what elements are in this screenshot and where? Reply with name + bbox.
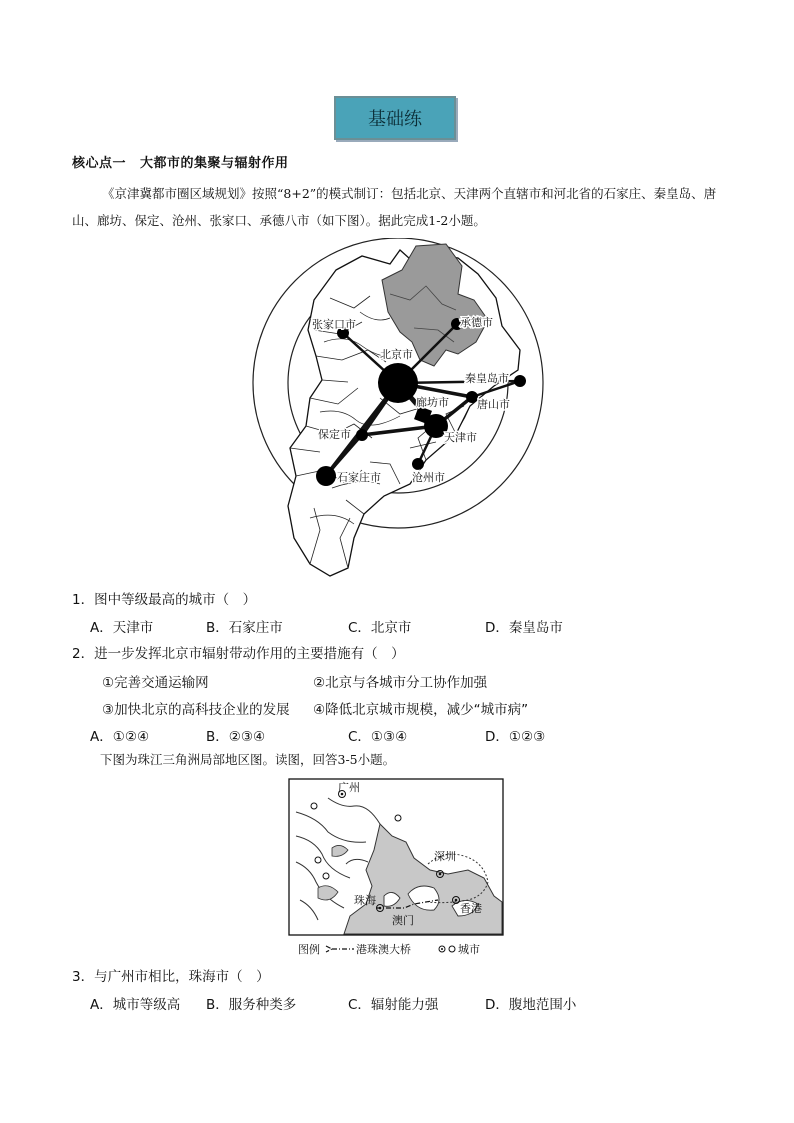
legend-bridge-text: 港珠澳大桥 <box>356 943 411 956</box>
q1-option-a[interactable]: A．天津市 <box>90 620 154 636</box>
legend-city-symbol-2 <box>449 946 455 952</box>
label-shijiazhuang: 石家庄市 <box>337 471 381 484</box>
question-3-stem: 3．与广州市相比，珠海市（ ） <box>72 969 270 985</box>
q2-option-d[interactable]: D．①②③ <box>485 729 546 745</box>
shenzhen-marker-dot <box>439 873 442 876</box>
core-point-label: 核心点一 <box>72 156 127 171</box>
shijiazhuang-dot <box>316 466 336 486</box>
q3-option-b[interactable]: B．服务种类多 <box>206 997 297 1013</box>
q2-item-4: ④降低北京城市规模，减少“城市病” <box>313 702 529 718</box>
label-zhuhai: 珠海 <box>354 894 376 907</box>
q1-option-b[interactable]: B．石家庄市 <box>206 620 283 636</box>
hongkong-marker-dot <box>455 899 458 902</box>
question-2-stem: 2．进一步发挥北京市辐射带动作用的主要措施有（ ） <box>72 646 405 662</box>
core-point-heading <box>72 152 289 171</box>
label-tianjin: 天津市 <box>444 431 477 444</box>
label-guangzhou: 广州 <box>338 781 360 794</box>
q2-option-b[interactable]: B．②③④ <box>206 729 266 745</box>
q2-item-3: ③加快北京的高科技企业的发展 <box>102 702 290 718</box>
q3-option-c[interactable]: C．辐射能力强 <box>348 997 439 1013</box>
label-chengde: 承德市 <box>460 316 493 329</box>
q1-option-c[interactable]: C．北京市 <box>348 620 412 636</box>
jingjinji-map <box>250 238 546 578</box>
q1-option-d[interactable]: D．秦皇岛市 <box>485 620 563 636</box>
label-beijing: 北京市 <box>380 348 413 361</box>
q3-option-a[interactable]: A．城市等级高 <box>90 997 181 1013</box>
legend-city-text: 城市 <box>458 943 480 956</box>
intro-paragraph: 《京津冀都市圈区域规划》按照“8+2”的模式制订：包括北京、天津两个直辖市和河北省的石家庄、秦皇岛、唐山、廊坊、保定、沧州、张家口、承德八市（如下图）。据此完成1-2小题。 <box>72 186 717 228</box>
qinhuangdao-dot <box>514 375 526 387</box>
label-tangshan: 唐山市 <box>477 398 510 411</box>
label-baoding: 保定市 <box>318 428 351 441</box>
label-macau: 澳门 <box>392 914 414 927</box>
legend-bridge-symbol <box>326 946 354 952</box>
legend-city-symbol-1-dot <box>441 948 443 950</box>
q3-option-d[interactable]: D．腹地范围小 <box>485 997 577 1013</box>
baoding-dot <box>356 429 368 441</box>
label-hongkong: 香港 <box>460 902 482 915</box>
label-langfang: 廊坊市 <box>416 396 449 409</box>
cangzhou-dot <box>412 458 424 470</box>
core-point-name: 大都市的集聚与辐射作用 <box>140 156 289 171</box>
q2-item-2: ②北京与各城市分工协作加强 <box>313 675 488 691</box>
beijing-dot <box>378 363 418 403</box>
q2-option-c[interactable]: C．①③④ <box>348 729 408 745</box>
legend-label: 图例 <box>298 943 320 956</box>
section-title-box <box>334 96 456 140</box>
pearl-river-delta-map <box>288 778 506 960</box>
question-1-stem: 1．图中等级最高的城市（ ） <box>72 592 257 608</box>
q2-item-1: ①完善交通运输网 <box>102 675 209 691</box>
intro-paragraph-2: 下图为珠江三角洲局部地区图。读图，回答3-5小题。 <box>100 752 396 767</box>
label-cangzhou: 沧州市 <box>412 471 445 484</box>
q2-option-a[interactable]: A．①②④ <box>90 729 150 745</box>
zhuhai-marker-dot <box>379 907 382 910</box>
label-qinhuangdao: 秦皇岛市 <box>465 372 509 385</box>
section-title: 基础练 <box>368 109 422 130</box>
label-zhangjiakou: 张家口市 <box>312 318 356 331</box>
map2-legend <box>298 942 480 956</box>
label-shenzhen: 深圳 <box>434 850 456 863</box>
